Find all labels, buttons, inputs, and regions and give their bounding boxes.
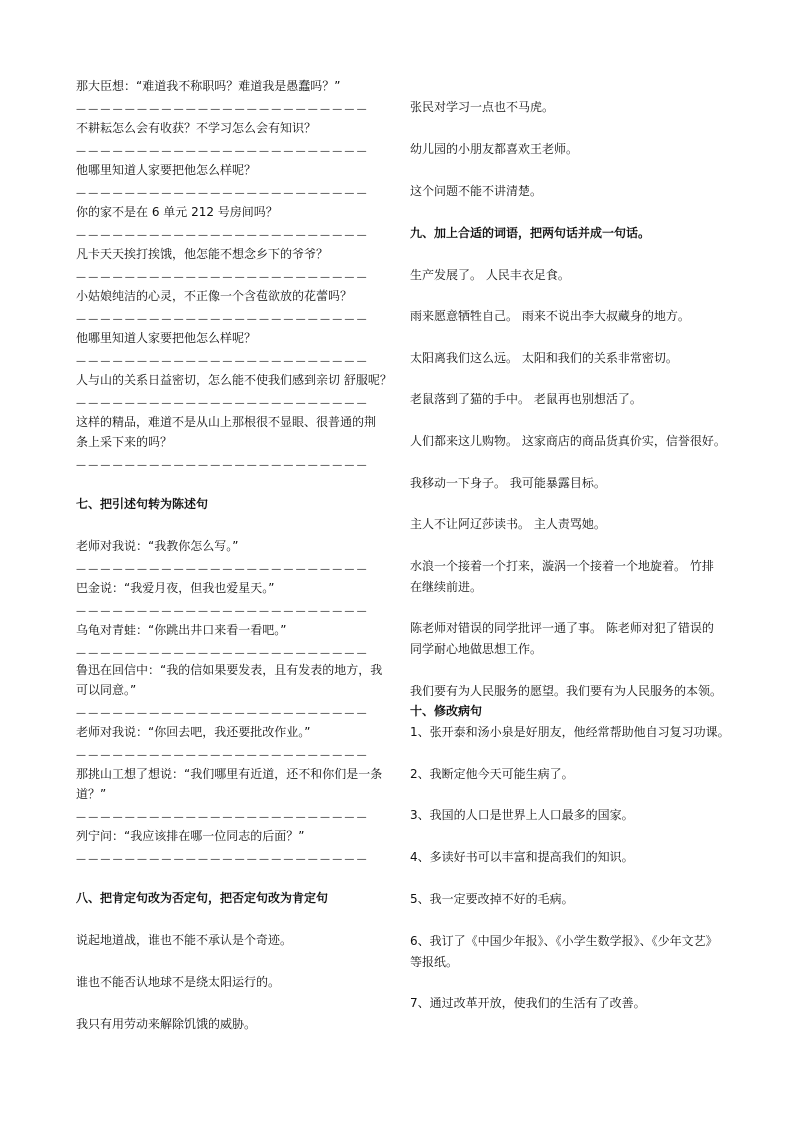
exercise-sentence: 他哪里知道人家要把他怎么样呢？ (76, 331, 257, 345)
exercise-sentence: 你的家不是在 6 单元 212 号房间吗？ (76, 205, 278, 219)
exercise-sentence: 乌龟对青蛙：“你跳出井口来看一看吧。” (76, 623, 287, 637)
exercise-sentence: 幼儿园的小朋友都喜欢王老师。 (410, 142, 579, 156)
exercise-sentence: 巴金说：“我爱月夜，但我也爱星天。” (76, 581, 275, 595)
exercise-sentence: 我移动一下身子。 我可能暴露目标。 (410, 476, 606, 490)
exercise-sentence: 雨来愿意牺牲自己。 雨来不说出李大叔藏身的地方。 (410, 309, 690, 323)
exercise-sentence: 小姑娘纯洁的心灵，不正像一个含苞欲放的花蕾吗？ (76, 289, 353, 303)
exercise-sentence: 老师对我说：“我教你怎么写。” (76, 539, 239, 553)
answer-line: ———————————————————————— (76, 648, 369, 659)
exercise-sentence: 生产发展了。 人民丰衣足食。 (410, 268, 570, 282)
answer-line: ———————————————————————— (76, 564, 369, 575)
answer-line: ———————————————————————— (76, 460, 369, 471)
exercise-sentence: 主人不让阿辽莎读书。 主人责骂她。 (410, 517, 606, 531)
answer-line: ———————————————————————— (76, 314, 369, 325)
answer-line: ———————————————————————— (76, 398, 369, 409)
exercise-sentence: 我们要有为人民服务的愿望。我们要有为人民服务的本领。 (410, 684, 723, 698)
exercise-sentence: 这个问题不能不讲清楚。 (410, 184, 543, 198)
exercise-sentence: 老鼠落到了猫的手中。 老鼠再也别想活了。 (410, 392, 642, 406)
exercise-sentence: 2、我断定他今天可能生病了。 (410, 767, 574, 781)
answer-line: ———————————————————————— (76, 104, 369, 115)
exercise-sentence: 陈老师对错误的同学批评一通了事。 陈老师对犯了错误的同学耐心地做思想工作。 (410, 621, 714, 656)
answer-line: ———————————————————————— (76, 188, 369, 199)
exercise-sentence: 不耕耘怎么会有收获？不学习怎么会有知识？ (76, 121, 317, 135)
answer-line: ———————————————————————— (76, 606, 369, 617)
answer-line: ———————————————————————— (76, 272, 369, 283)
exercise-sentence: 说起地道战，谁也不能不承认是个奇迹。 (76, 933, 293, 947)
answer-line: ———————————————————————— (76, 230, 369, 241)
exercise-sentence: 人们都来这儿购物。 这家商店的商品货真价实，信誉很好。 (410, 434, 726, 448)
exercise-sentence: 人与山的关系日益密切，怎么能不使我们感到亲切 舒服呢？ (76, 373, 392, 387)
section-9-title: 九、加上合适的词语，把两句话并成一句话。 (410, 226, 651, 240)
exercise-sentence: 那挑山工想了想说：“我们哪里有近道，还不和你们是一条道？” (76, 767, 383, 801)
exercise-sentence: 太阳离我们这么远。 太阳和我们的关系非常密切。 (410, 351, 678, 365)
section-10-title: 十、修改病句 (410, 704, 483, 718)
exercise-sentence: 7、通过改革开放，使我们的生活有了改善。 (410, 996, 646, 1010)
exercise-sentence: 那大臣想：“难道我不称职吗？难道我是愚蠢吗？” (76, 79, 341, 93)
exercise-sentence: 1、张开泰和汤小泉是好朋友，他经常帮助他自习复习功课。 (410, 725, 730, 739)
exercise-sentence: 6、我订了《中国少年报》、《小学生数学报》、《少年文艺》等报纸。 (410, 934, 718, 969)
exercise-sentence: 5、我一定要改掉不好的毛病。 (410, 892, 574, 906)
exercise-sentence: 谁也不能否认地球不是绕太阳运行的。 (76, 975, 281, 989)
exercise-sentence: 4、多读好书可以丰富和提高我们的知识。 (410, 850, 634, 864)
answer-line: ———————————————————————— (76, 708, 369, 719)
section-7-title: 七、把引述句转为陈述句 (76, 497, 209, 511)
answer-line: ———————————————————————— (76, 812, 369, 823)
exercise-sentence: 凡卡天天挨打挨饿，他怎能不想念乡下的爷爷？ (76, 247, 329, 261)
answer-line: ———————————————————————— (76, 854, 369, 865)
exercise-sentence: 鲁迅在回信中：“我的信如果要发表，且有发表的地方，我可以同意。” (76, 663, 383, 697)
exercise-sentence: 3、我国的人口是世界上人口最多的国家。 (410, 808, 634, 822)
exercise-sentence: 我只有用劳动来解除饥饿的威胁。 (76, 1017, 257, 1031)
section-8-title: 八、把肯定句改为否定句，把否定句改为肯定句 (76, 891, 329, 905)
exercise-sentence: 张民对学习一点也不马虎。 (410, 100, 555, 114)
exercise-sentence: 老师对我说：“你回去吧，我还要批改作业。” (76, 725, 311, 739)
exercise-sentence: 列宁问：“我应该排在哪一位同志的后面？” (76, 829, 305, 843)
answer-line: ———————————————————————— (76, 356, 369, 367)
answer-line: ———————————————————————— (76, 146, 369, 157)
answer-line: ———————————————————————— (76, 750, 369, 761)
exercise-sentence: 他哪里知道人家要把他怎么样呢？ (76, 163, 257, 177)
exercise-sentence: 这样的精品，难道不是从山上那根很不显眼、很普通的荆条上采下来的吗？ (76, 415, 377, 449)
exercise-sentence: 水浪一个接着一个打来，漩涡一个接着一个地旋着。 竹排在继续前进。 (410, 559, 714, 594)
